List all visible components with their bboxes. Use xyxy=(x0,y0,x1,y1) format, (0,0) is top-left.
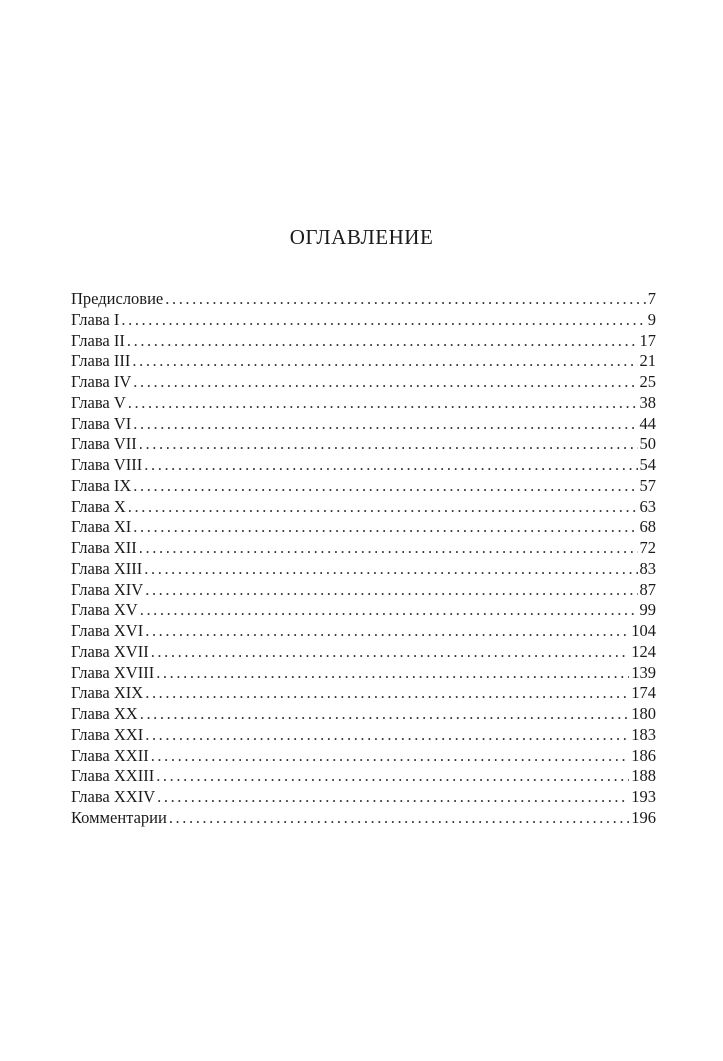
toc-entry-page-number: 17 xyxy=(639,330,656,350)
toc-entry[interactable] xyxy=(71,808,656,829)
dot-leader xyxy=(157,787,629,808)
toc-entry[interactable] xyxy=(71,704,656,725)
dot-leader xyxy=(128,497,638,518)
dot-leader xyxy=(145,580,637,601)
toc-entry-page-number: 57 xyxy=(639,475,656,495)
dot-leader xyxy=(127,331,638,352)
toc-entry[interactable] xyxy=(71,746,656,767)
toc-entry[interactable] xyxy=(71,621,656,642)
dot-leader xyxy=(121,310,645,331)
toc-entry-label: Глава XV xyxy=(71,600,138,620)
toc-entry[interactable] xyxy=(71,497,656,518)
toc-entry-label: Глава III xyxy=(71,351,131,371)
dot-leader xyxy=(144,559,637,580)
dot-leader xyxy=(133,414,637,435)
toc-entry-label: Глава XIII xyxy=(71,558,143,578)
table-of-contents xyxy=(71,289,656,829)
toc-entry[interactable] xyxy=(71,600,656,621)
toc-entry[interactable] xyxy=(71,414,656,435)
toc-entry-label: Глава XXIV xyxy=(71,787,156,806)
dot-leader xyxy=(140,600,638,621)
toc-entry-label: Глава XIV xyxy=(71,579,144,599)
toc-entry[interactable] xyxy=(71,642,656,663)
toc-entry[interactable] xyxy=(71,580,656,601)
toc-entry-label: Глава VI xyxy=(71,413,132,433)
dot-leader xyxy=(151,642,630,663)
toc-entry[interactable] xyxy=(71,476,656,497)
toc-entry-page-number: 139 xyxy=(631,662,656,682)
toc-entry-label: Глава XXII xyxy=(71,745,149,765)
toc-entry-page-number: 188 xyxy=(631,766,656,786)
toc-entry[interactable] xyxy=(71,351,656,372)
dot-leader xyxy=(132,351,637,372)
toc-entry-label: Глава XX xyxy=(71,704,138,723)
toc-entry-page-number: 87 xyxy=(639,579,656,599)
toc-entry-page-number: 38 xyxy=(639,392,656,412)
toc-entry[interactable] xyxy=(71,663,656,684)
dot-leader xyxy=(145,683,629,704)
toc-entry-label: Глава IX xyxy=(71,475,132,495)
dot-leader xyxy=(140,704,630,725)
toc-entry-label: Глава IV xyxy=(71,372,132,391)
page-title: ОГЛАВЛЕНИЕ xyxy=(289,225,434,249)
toc-entry[interactable] xyxy=(71,393,656,414)
toc-entry-page-number: 183 xyxy=(631,724,656,744)
toc-entry-page-number: 54 xyxy=(639,455,656,474)
toc-entry-label: Глава XIX xyxy=(71,683,144,703)
toc-entry-page-number: 193 xyxy=(631,787,656,806)
toc-entry-page-number: 72 xyxy=(639,538,656,557)
toc-entry-page-number: 174 xyxy=(631,683,656,703)
dot-leader xyxy=(139,434,638,455)
dot-leader xyxy=(133,517,637,538)
toc-entry[interactable] xyxy=(71,517,656,538)
toc-entry[interactable] xyxy=(71,766,656,787)
toc-entry[interactable] xyxy=(71,683,656,704)
toc-entry[interactable] xyxy=(71,310,656,331)
dot-leader xyxy=(144,455,637,476)
toc-entry-label: Глава I xyxy=(71,309,120,329)
toc-entry[interactable] xyxy=(71,372,656,393)
dot-leader xyxy=(169,808,629,829)
toc-entry-page-number: 21 xyxy=(639,351,656,371)
toc-entry-label: Глава XXIII xyxy=(71,766,155,786)
dot-leader xyxy=(156,766,629,787)
toc-entry-page-number: 63 xyxy=(639,496,656,516)
toc-entry-page-number: 7 xyxy=(647,289,656,308)
toc-entry-page-number: 25 xyxy=(639,372,656,391)
dot-leader xyxy=(128,393,638,414)
toc-entry-label: Глава VII xyxy=(71,434,137,454)
toc-entry[interactable] xyxy=(71,538,656,559)
toc-entry-page-number: 104 xyxy=(631,621,656,640)
toc-entry[interactable] xyxy=(71,434,656,455)
toc-entry-page-number: 124 xyxy=(631,641,656,661)
toc-entry-label: Глава XXI xyxy=(71,724,144,744)
dot-leader xyxy=(133,372,637,393)
dot-leader xyxy=(165,289,646,310)
toc-entry-label: Глава XII xyxy=(71,538,137,557)
toc-entry-label: Глава XVII xyxy=(71,641,149,661)
dot-leader xyxy=(156,663,629,684)
toc-entry-page-number: 99 xyxy=(639,600,656,620)
toc-entry-label: Комментарии xyxy=(71,807,167,827)
toc-entry-page-number: 44 xyxy=(639,413,656,433)
dot-leader xyxy=(133,476,637,497)
dot-leader xyxy=(139,538,638,559)
toc-entry-page-number: 9 xyxy=(647,309,656,329)
toc-entry[interactable] xyxy=(71,289,656,310)
toc-entry-label: Глава XVI xyxy=(71,621,144,640)
toc-entry[interactable] xyxy=(71,455,656,476)
toc-entry-page-number: 196 xyxy=(631,807,656,827)
toc-entry-label: Глава XVIII xyxy=(71,662,155,682)
toc-entry-page-number: 50 xyxy=(639,434,656,454)
toc-entry-label: Глава VIII xyxy=(71,455,143,474)
toc-entry-page-number: 68 xyxy=(639,517,656,537)
toc-entry[interactable] xyxy=(71,559,656,580)
toc-entry-page-number: 83 xyxy=(639,558,656,578)
toc-entry[interactable] xyxy=(71,725,656,746)
toc-entry-label: Глава II xyxy=(71,330,125,350)
dot-leader xyxy=(151,746,630,767)
toc-entry-page-number: 186 xyxy=(631,745,656,765)
dot-leader xyxy=(145,621,629,642)
toc-entry[interactable] xyxy=(71,331,656,352)
toc-entry-label: Глава V xyxy=(71,392,126,412)
toc-entry-label: Глава X xyxy=(71,496,126,516)
toc-entry-page-number: 180 xyxy=(631,704,656,723)
dot-leader xyxy=(145,725,629,746)
toc-entry-label: Предисловие xyxy=(71,289,164,308)
toc-entry[interactable] xyxy=(71,787,656,808)
toc-entry-label: Глава XI xyxy=(71,517,132,537)
